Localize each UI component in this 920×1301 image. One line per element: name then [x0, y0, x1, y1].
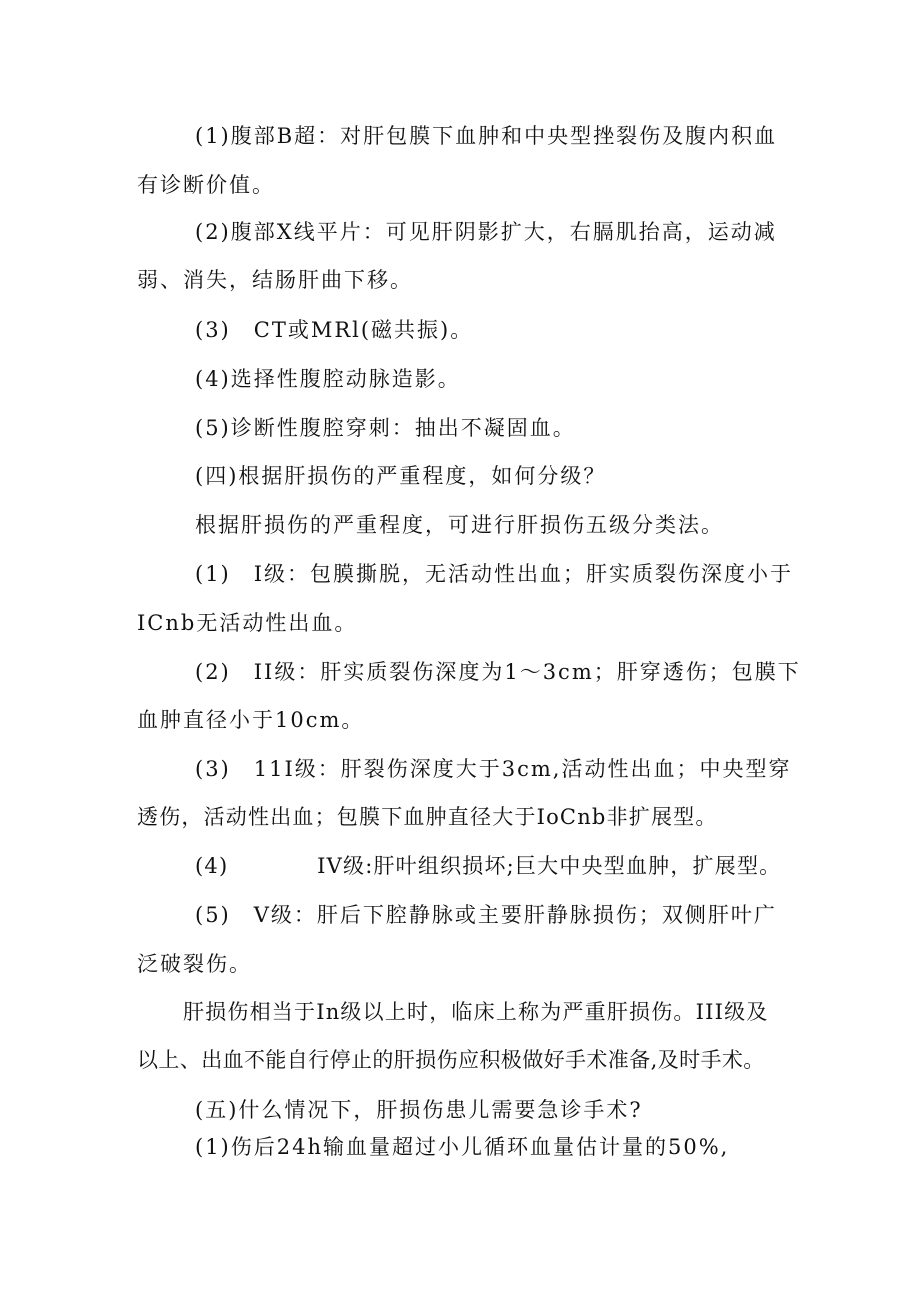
text-line: (2)腹部X线平片：可见肝阴影扩大，右膈肌抬高，运动减 — [195, 220, 777, 244]
text-line: (1) I级：包膜撕脱，无活动性出血；肝实质裂伤深度小于 — [195, 562, 794, 586]
text-line: 血肿直径小于10cm。 — [137, 708, 365, 732]
section-heading: (四)根据肝损伤的严重程度，如何分级？ — [195, 464, 607, 488]
text-line: (5)诊断性腹腔穿刺：抽出不凝固血。 — [195, 416, 576, 440]
text-line: 以上、出血不能自行停止的肝损伤应积极做好手术准备,及时手术。 — [137, 1048, 765, 1072]
text-line: 透伤，活动性出血；包膜下血肿直径大于IoCnb非扩展型。 — [137, 805, 718, 829]
text-line: 有诊断价值。 — [137, 173, 275, 197]
text-line: (1)腹部B超：对肝包膜下血肿和中央型挫裂伤及腹内积血 — [195, 124, 778, 148]
text-line: (2) II级：肝实质裂伤深度为1～3cm；肝穿透伤；包膜下 — [195, 660, 801, 684]
text-line: 肝损伤相当于In级以上时，临床上称为严重肝损伤。III级及 — [183, 1000, 769, 1024]
text-line: (5) V级：肝后下腔静脉或主要肝静脉损伤；双侧肝叶广 — [195, 903, 777, 927]
text-line: 弱、消失，结肠肝曲下移。 — [137, 268, 413, 292]
text-line: (3) CT或MRl(磁共振)。 — [195, 318, 474, 342]
text-line: ICnb无活动性出血。 — [137, 611, 358, 635]
text-line: (4)选择性腹腔动脉造影。 — [195, 367, 461, 391]
text-line: (1)伤后24h输血量超过小儿循环血量估计量的50%, — [195, 1135, 730, 1159]
text-line: 泛破裂伤。 — [137, 952, 252, 976]
section-heading: (五)什么情况下，肝损伤患儿需要急诊手术? — [195, 1098, 643, 1122]
text-line: (3) 11I级：肝裂伤深度大于3cm,活动性出血；中央型穿 — [195, 757, 792, 781]
text-line: 根据肝损伤的严重程度，可进行肝损伤五级分类法。 — [195, 513, 724, 537]
text-line: (4) IV级:肝叶组织损坏;巨大中央型血肿，扩展型。 — [195, 854, 782, 878]
